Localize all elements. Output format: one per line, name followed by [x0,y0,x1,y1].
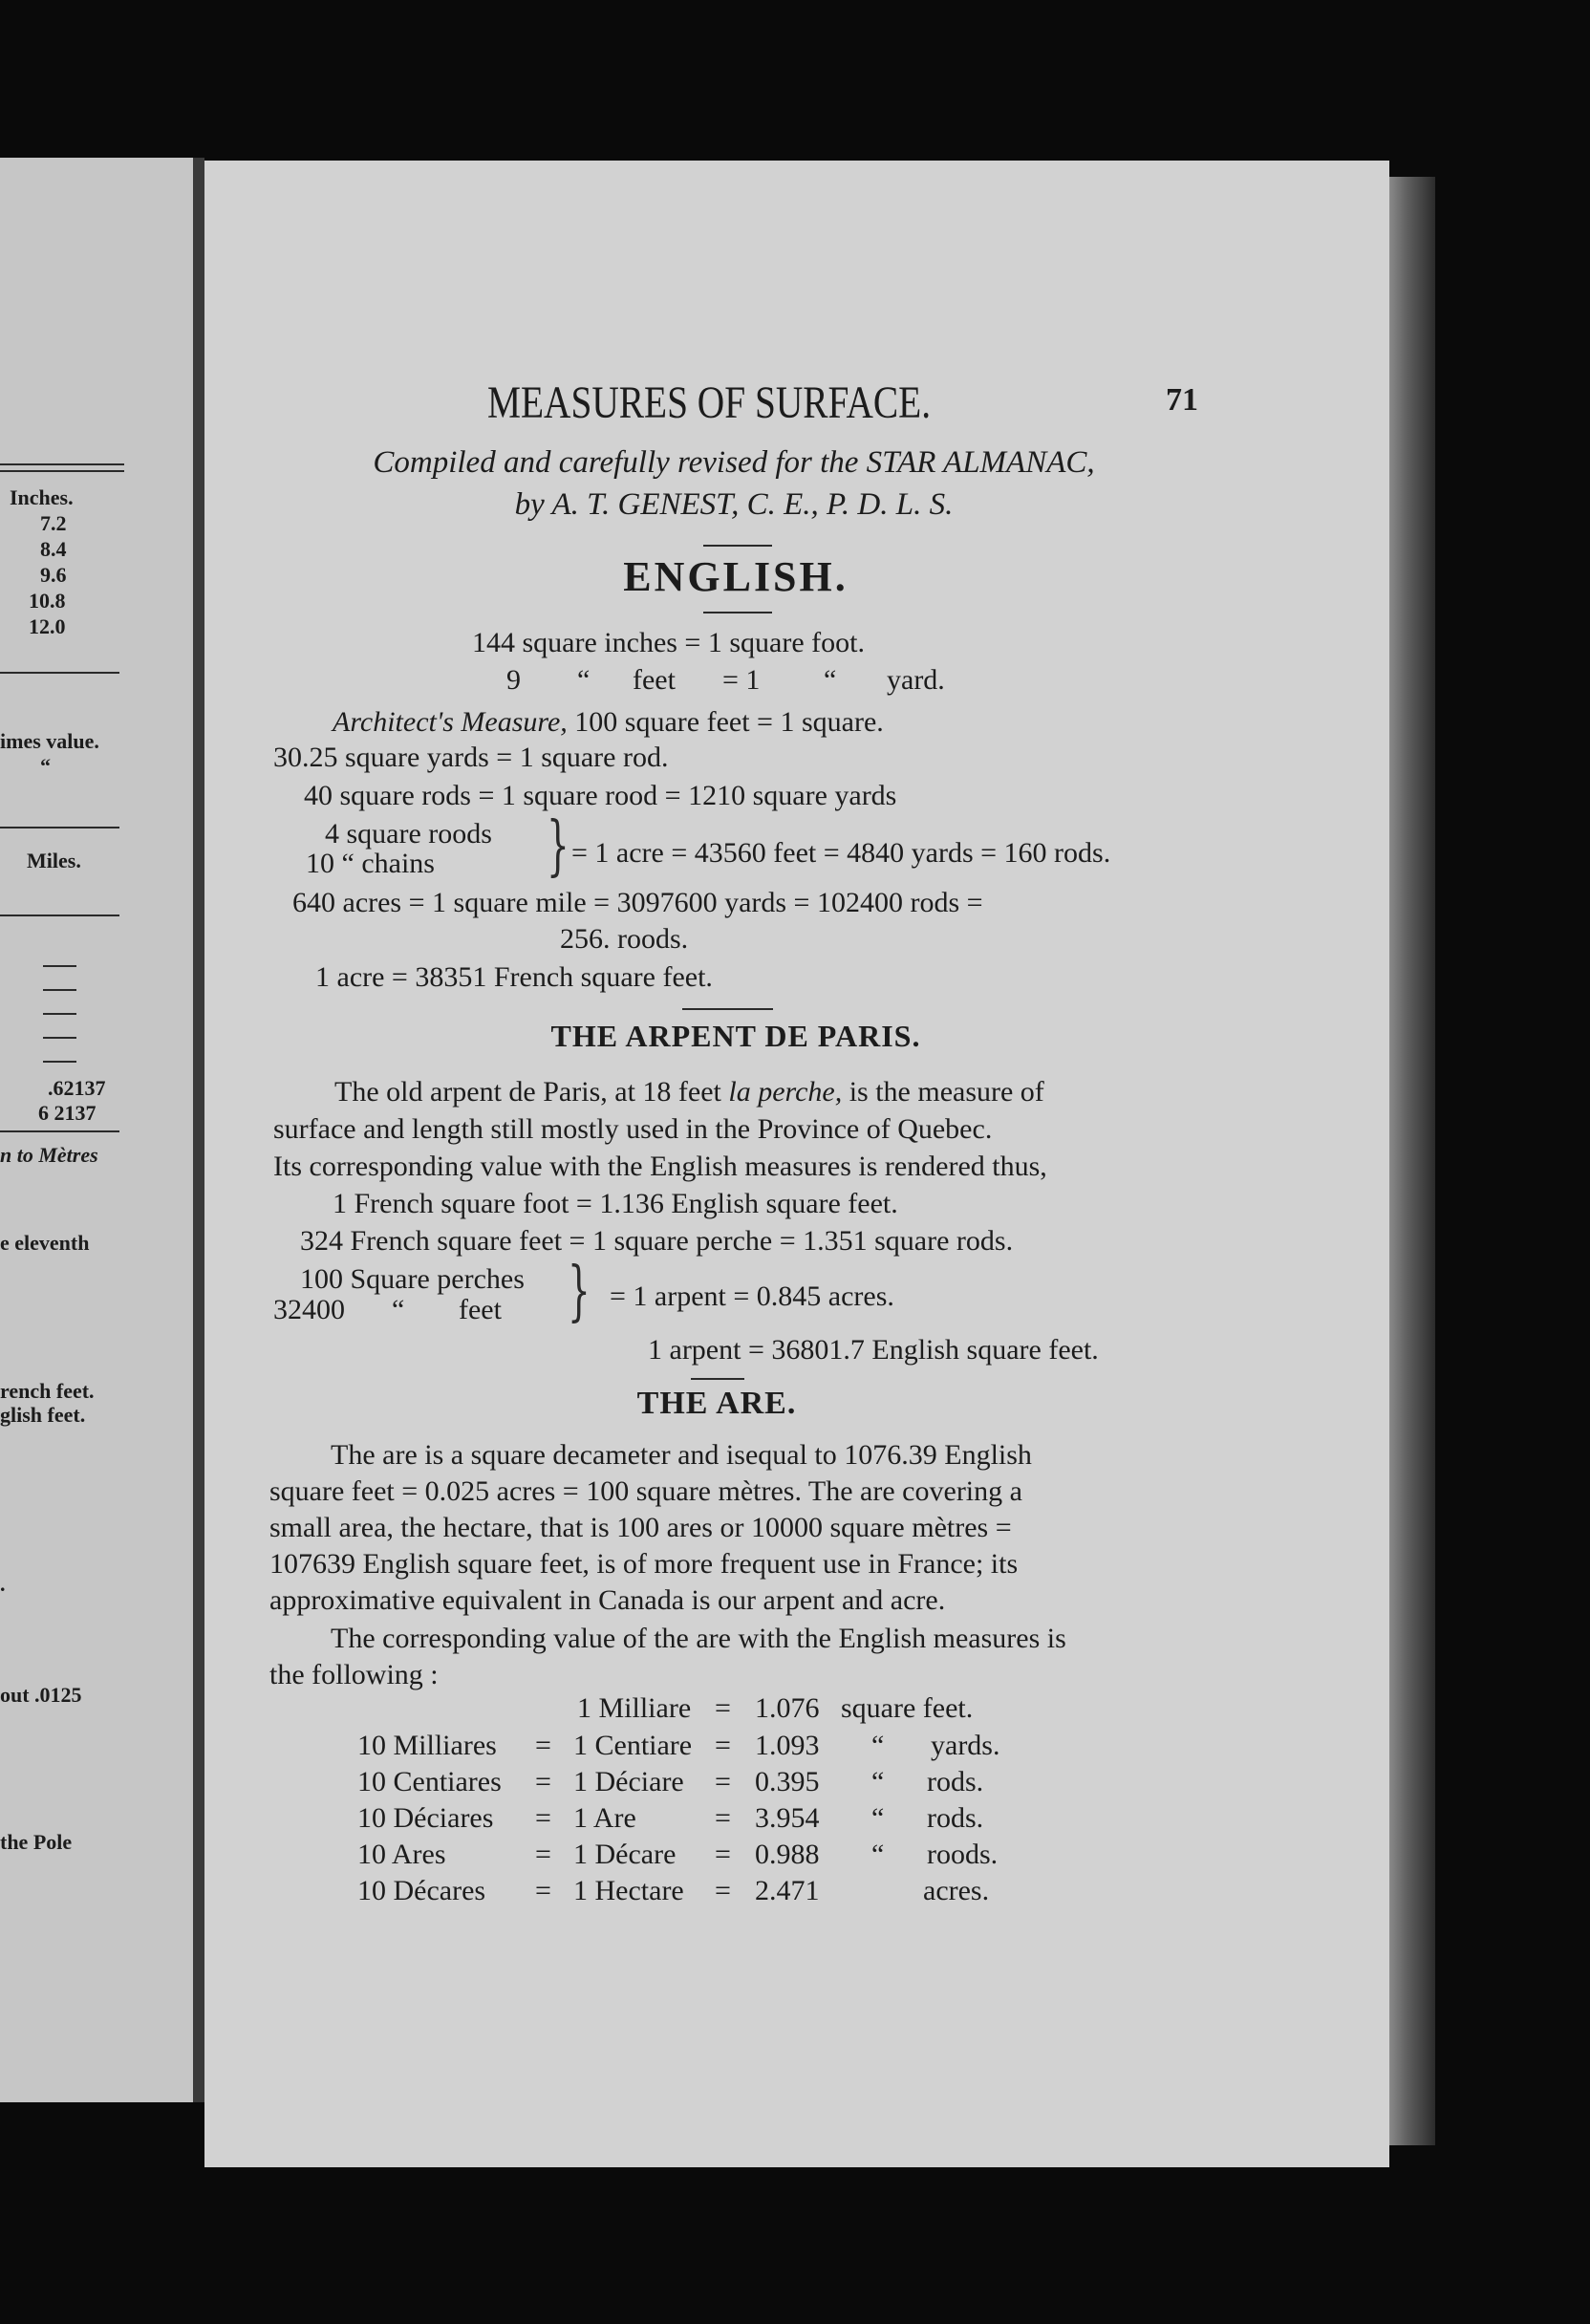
are-heading: THE ARE. [636,1386,797,1421]
rule [0,1130,119,1132]
inches-value: 7.2 [40,511,67,535]
subtitle-line-2: by A. T. GENEST, C. E., P. D. L. S. [514,487,954,522]
rule [682,1008,773,1010]
miles-value: 6 2137 [38,1101,97,1125]
page-edge [1389,177,1435,2145]
table-cell-eq: = [535,1766,551,1797]
arpent-line: 1 arpent = 36801.7 English square feet. [648,1334,1099,1366]
english-line: 30.25 square yards = 1 square rod. [273,742,669,773]
rule [703,545,772,547]
table-cell-eq: = [715,1875,731,1906]
are-paragraph-line: 107639 English square feet, is of more frequent use in France; its [269,1548,1019,1580]
brace-line: 4 square roods [325,818,492,850]
inches-value: 12.0 [29,614,66,638]
brace-line: 10 “ chains [306,848,435,879]
dash [43,965,76,967]
table-cell-value: 1.076 [755,1692,820,1724]
gutter [193,158,204,2102]
rule [0,463,124,465]
arpent-line: 1 French square foot = 1.136 English square feet. [333,1188,898,1219]
table-cell-value: 2.471 [755,1875,820,1906]
table-cell-a: 10 Centiares [357,1766,502,1797]
english-line: 144 square inches = 1 square foot. [472,627,865,658]
architects-measure-line [333,708,884,737]
english-line: 1 acre = 38351 French square feet. [315,961,713,993]
are-paragraph-line: The are is a square decameter and isequal to 1076.39 English [331,1439,1032,1471]
inches-value: 10.8 [29,589,66,613]
table-cell-b: 1 Décare [573,1839,677,1870]
table-cell-eq: = [715,1692,731,1724]
dash [43,1037,76,1039]
to-metres-text: n to Mètres [0,1143,98,1167]
ditto-mark: “ [40,754,51,778]
page-number: 71 [1166,382,1198,418]
table-cell-eq: = [535,1802,551,1834]
table-cell-ditto: “ [871,1802,885,1834]
ditto-mark: “ [392,1294,405,1325]
table-cell-unit: rods. [927,1766,984,1797]
eleventh-text: e eleventh [0,1231,90,1255]
la-perche-text: la perche, [728,1076,843,1108]
table-cell-ditto: “ [871,1766,885,1797]
are-paragraph-line: square feet = 0.025 acres = 100 square mètres. The are covering a [269,1475,1022,1507]
architects-measure-value: 100 square feet = 1 square. [574,706,884,738]
table-cell-eq: = [715,1766,731,1797]
english-line: 9 [506,664,521,696]
table-cell-ditto: “ [871,1730,885,1761]
table-cell-eq: = [715,1802,731,1834]
table-cell-unit: rods. [927,1802,984,1834]
table-cell-eq: = [535,1875,551,1906]
pole-text: the Pole [0,1830,73,1854]
table-cell-unit: roods. [927,1839,999,1870]
arpent-line: = 1 arpent = 0.845 acres. [610,1280,894,1312]
brace-line: feet [459,1294,502,1325]
dash [43,1013,76,1015]
rule [691,1378,744,1380]
are-paragraph-line: approximative equivalent in Canada is our arpent and acre. [269,1584,946,1616]
rule [0,915,119,916]
rule [0,470,124,472]
text-span: The old arpent de Paris, at 18 feet [334,1076,729,1108]
english-line: 40 square rods = 1 square rood = 1210 square yards [304,780,897,811]
table-cell-value: 1.093 [755,1730,820,1761]
english-line: feet [633,664,676,696]
brace: } [568,1254,591,1329]
text-span: is the measure of [842,1076,1044,1108]
miles-value: .62137 [48,1076,106,1100]
table-cell-b: 1 Centiare [573,1730,693,1761]
are-paragraph-line: The corresponding value of the are with the English measures is [331,1623,1066,1654]
table-cell-eq: = [535,1839,551,1870]
table-cell-unit: square feet. [841,1692,974,1724]
table-cell-unit: yards. [931,1730,1000,1761]
brace-line: 100 Square perches [300,1263,525,1295]
brace-line: 32400 [273,1294,345,1325]
table-cell-b: 1 Déciare [573,1766,684,1797]
table-cell-ditto: “ [871,1839,885,1870]
inches-value: 9.6 [40,563,67,587]
english-line: = 1 [722,664,761,696]
english-heading: ENGLISH. [623,553,849,600]
english-line: yard. [887,664,945,696]
english-line: = 1 acre = 43560 feet = 4840 yards = 160 rods. [571,837,1111,869]
times-value-text: imes value. [0,729,99,753]
dot: . [0,1572,6,1596]
arpent-paragraph-line: Its corresponding value with the English measures is rendered thus, [273,1151,1047,1182]
inches-value: 8.4 [40,537,67,561]
about-text: out .0125 [0,1683,82,1707]
table-cell-value: 0.988 [755,1839,820,1870]
table-cell-a: 10 Ares [357,1839,446,1870]
dash [43,1061,76,1063]
table-cell-eq: = [535,1730,551,1761]
arpent-line: 324 French square feet = 1 square perche = 1.351 square rods. [300,1225,1014,1257]
english-feet-text: glish feet. [0,1403,86,1427]
miles-header: Miles. [27,849,81,872]
table-cell-a: 10 Décares [357,1875,486,1906]
table-cell-b: 1 Hectare [573,1875,684,1906]
english-line: 640 acres = 1 square mile = 3097600 yards = 102400 rods = [292,887,983,918]
dash [43,989,76,991]
arpent-paragraph-line [334,1078,1044,1107]
table-cell-a: 10 Milliares [357,1730,497,1761]
table-cell-eq: = [715,1730,731,1761]
subtitle-line-1: Compiled and carefully revised for the STAR ALMANAC, [373,445,1095,480]
table-cell-value: 3.954 [755,1802,820,1834]
table-cell-b: 1 Milliare [577,1692,692,1724]
rule [0,672,119,674]
left-facing-page [0,158,193,2102]
table-cell-value: 0.395 [755,1766,820,1797]
table-cell-eq: = [715,1839,731,1870]
architects-measure-label: Architect's Measure, [333,706,568,738]
french-feet-text: rench feet. [0,1379,95,1403]
arpent-paragraph-line: surface and length still mostly used in the Province of Quebec. [273,1113,993,1145]
table-cell-b: 1 Are [573,1802,636,1834]
table-cell-unit: acres. [923,1875,990,1906]
rule [0,827,119,828]
are-paragraph-line: the following : [269,1659,439,1690]
table-cell-a: 10 Déciares [357,1802,494,1834]
ditto-mark: “ [577,664,591,696]
rule [703,612,772,613]
inches-header: Inches. [10,485,74,509]
page-title: MEASURES OF SURFACE. [487,377,932,428]
brace: } [547,808,569,884]
ditto-mark: “ [824,664,837,696]
english-line: 256. roods. [560,923,689,955]
are-paragraph-line: small area, the hectare, that is 100 ares or 10000 square mètres = [269,1512,1012,1543]
arpent-heading: THE ARPENT DE PARIS. [550,1019,921,1053]
